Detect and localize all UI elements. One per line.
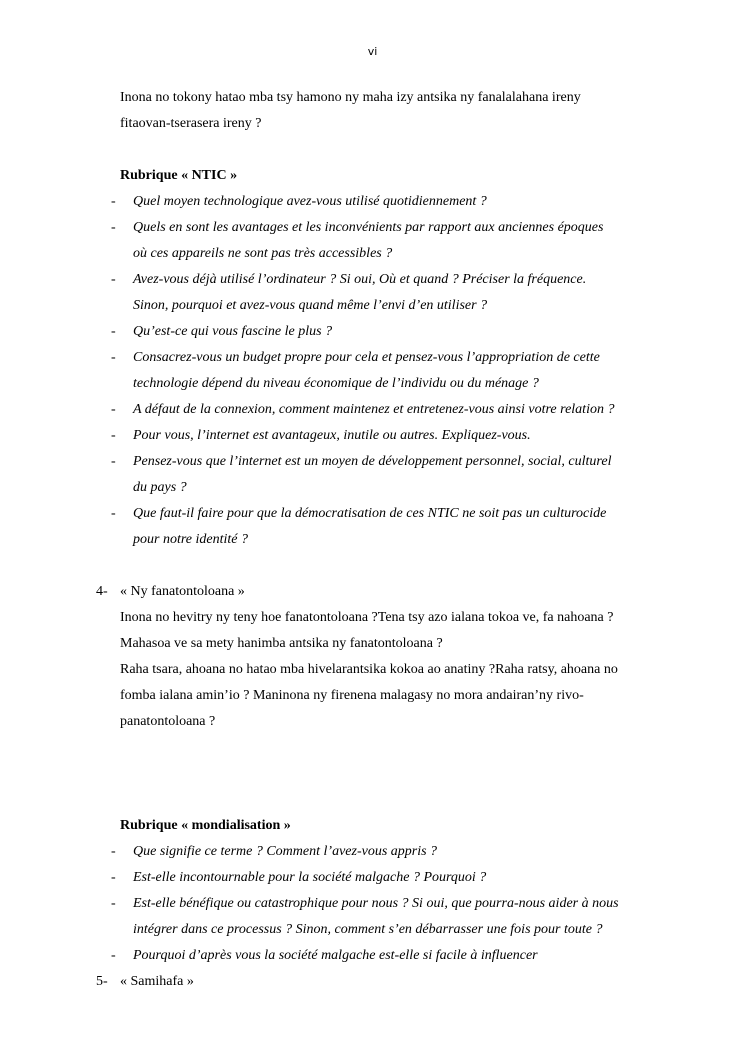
list-bullet: - — [111, 844, 116, 859]
list-bullet: - — [111, 896, 116, 911]
paragraph-line: Inona no hevitry ny teny hoe fanatontoloana ?Tena tsy azo ialana tokoa ve, fa nahoana ? — [120, 610, 614, 625]
list-item: Pensez-vous que l’internet est un moyen de développement personnel, social, culturel — [133, 454, 612, 469]
list-item: Est-elle incontournable pour la société malgache ? Pourquoi ? — [133, 870, 487, 885]
ntic-heading: Rubrique « NTIC » — [120, 168, 238, 183]
list-bullet: - — [111, 272, 116, 287]
list-item: Qu’est-ce qui vous fascine le plus ? — [133, 324, 333, 339]
section-title: « Samihafa » — [120, 974, 194, 989]
paragraph-line: panatontoloana ? — [120, 714, 216, 729]
section-title: « Ny fanatontoloana » — [120, 584, 245, 599]
list-bullet: - — [111, 870, 116, 885]
paragraph-line: Mahasoa ve sa mety hanimba antsika ny fanatontoloana ? — [120, 636, 443, 651]
list-bullet: - — [111, 454, 116, 469]
section-number: 4- — [96, 584, 108, 599]
list-item: Que signifie ce terme ? Comment l’avez-vous appris ? — [133, 844, 438, 859]
list-bullet: - — [111, 324, 116, 339]
list-item: Est-elle bénéfique ou catastrophique pour nous ? Si oui, que pourra-nous aider à nous — [133, 896, 619, 911]
list-item-continuation: où ces appareils ne sont pas très accessibles ? — [133, 246, 393, 261]
list-item: A défaut de la connexion, comment maintenez et entretenez-vous ainsi votre relation ? — [133, 402, 615, 417]
list-item: Quels en sont les avantages et les inconvénients par rapport aux anciennes époques — [133, 220, 604, 235]
list-item-continuation: technologie dépend du niveau économique de l’individu ou du ménage ? — [133, 376, 539, 391]
list-item: Avez-vous déjà utilisé l’ordinateur ? Si oui, Où et quand ? Préciser la fréquence. — [133, 272, 587, 287]
intro-line: fitaovan-tserasera ireny ? — [120, 116, 262, 131]
list-item-continuation: Sinon, pourquoi et avez-vous quand même l’envi d’en utiliser ? — [133, 298, 488, 313]
list-bullet: - — [111, 194, 116, 209]
list-item-continuation: pour notre identité ? — [133, 532, 248, 547]
list-item-continuation: du pays ? — [133, 480, 187, 495]
list-item: Quel moyen technologique avez-vous utilisé quotidiennement ? — [133, 194, 487, 209]
paragraph-line: Raha tsara, ahoana no hatao mba hivelarantsika kokoa ao anatiny ?Raha ratsy, ahoana no — [120, 662, 618, 677]
intro-line: Inona no tokony hatao mba tsy hamono ny maha izy antsika ny fanalalahana ireny — [120, 90, 581, 105]
list-bullet: - — [111, 220, 116, 235]
list-bullet: - — [111, 948, 116, 963]
list-bullet: - — [111, 428, 116, 443]
list-item: Consacrez-vous un budget propre pour cela et pensez-vous l’appropriation de cette — [133, 350, 600, 365]
list-bullet: - — [111, 402, 116, 417]
list-bullet: - — [111, 506, 116, 521]
list-item: Pourquoi d’après vous la société malgache est-elle si facile à influencer — [133, 948, 538, 963]
mondialisation-heading: Rubrique « mondialisation » — [120, 818, 291, 833]
section-number: 5- — [96, 974, 108, 989]
page-number: vi — [367, 45, 378, 58]
list-item-continuation: intégrer dans ce processus ? Sinon, comment s’en débarrasser une fois pour toute ? — [133, 922, 603, 937]
paragraph-line: fomba ialana amin’io ? Maninona ny firenena malagasy no mora andairan’ny rivo- — [120, 688, 584, 703]
list-bullet: - — [111, 350, 116, 365]
list-item: Que faut-il faire pour que la démocratisation de ces NTIC ne soit pas un culturocide — [133, 506, 607, 521]
list-item: Pour vous, l’internet est avantageux, inutile ou autres. Expliquez-vous. — [133, 428, 531, 443]
